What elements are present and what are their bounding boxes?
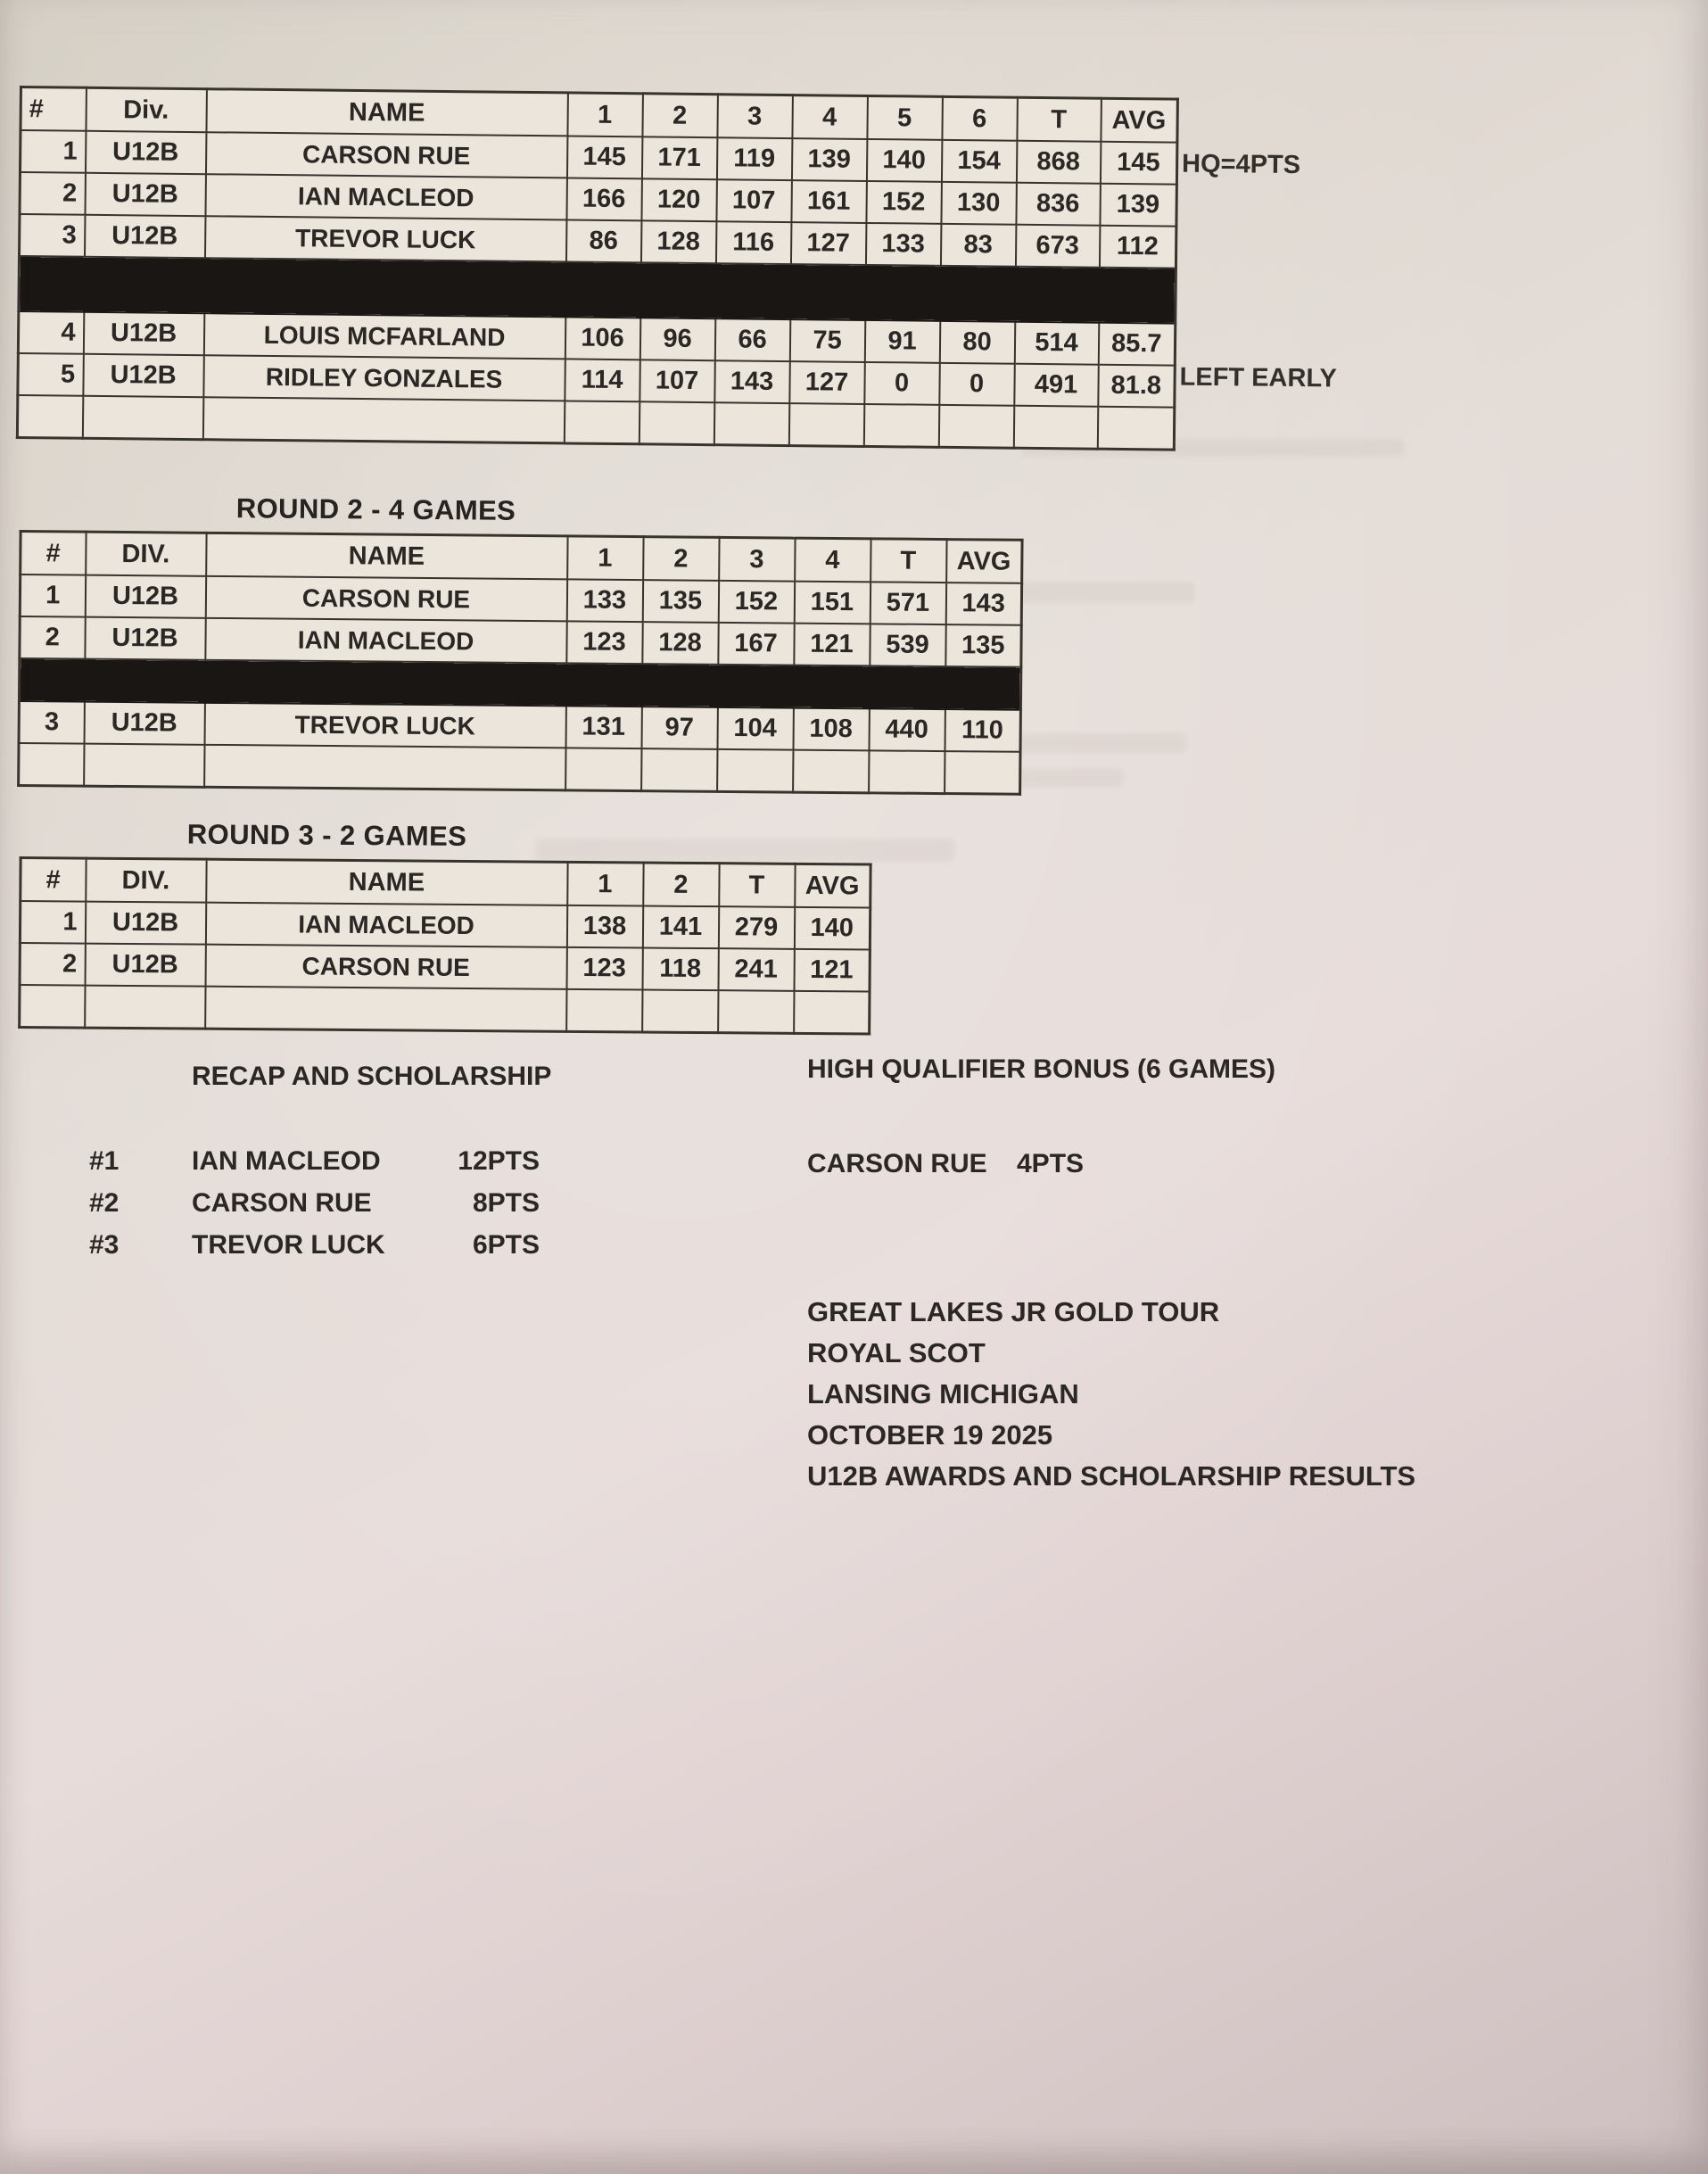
player-name-cell: IAN MACLEOD [205,903,566,947]
qualifying-score-table [16,86,1179,451]
score-cell: 0 [864,362,939,405]
score-cell [85,986,205,1029]
column-header: 5 [867,95,943,139]
player-name-cell: LOUIS MCFARLAND [203,313,565,359]
score-cell [793,750,869,793]
column-header: DIV. [86,532,206,576]
column-header: T [871,539,946,583]
column-header: AVG [946,540,1022,583]
score-cell [869,750,945,793]
round3-score-table [18,856,871,1036]
round3-table-block [18,817,872,1036]
recap-entry [89,1224,551,1266]
score-cell: 83 [940,224,1015,267]
score-cell: 108 [793,708,869,751]
high-qualifier-player-name: CARSON RUE [807,1149,987,1178]
player-name-cell: CARSON RUE [205,945,566,989]
score-cell [641,748,717,791]
score-cell: 133 [566,579,642,622]
score-cell: 5 [18,353,83,396]
player-name-cell: IAN MACLEOD [205,174,566,219]
score-cell [717,749,793,792]
score-cell [642,989,718,1032]
score-cell [714,402,788,445]
score-cell: 131 [565,706,641,748]
score-cell: 514 [1014,322,1098,365]
recap-player-name: CARSON RUE [192,1188,372,1218]
score-cell [788,403,863,446]
score-cell: 2 [20,943,85,986]
recap-player-name: IAN MACLEOD [192,1146,381,1176]
event-venue: ROYAL SCOT [807,1337,986,1368]
score-cell: 3 [19,214,84,257]
score-cell [718,990,794,1033]
score-cell: 145 [1100,142,1176,185]
score-cell: U12B [85,944,205,987]
column-header: # [21,87,87,131]
high-qualifier-entry [807,1149,1275,1179]
score-cell: 673 [1015,225,1099,268]
score-cell: 491 [1014,364,1098,407]
score-cell: 140 [794,907,870,950]
score-cell: 121 [794,949,870,992]
score-cell: 81.8 [1098,365,1175,408]
score-cell: 151 [794,582,870,624]
score-cell: 120 [641,178,716,221]
player-name-cell: CARSON RUE [205,132,566,178]
column-header: 2 [643,537,719,581]
score-cell: 4 [18,311,83,354]
player-name-cell: TREVOR LUCK [204,216,565,261]
high-qualifier-note: HQ=4PTS [1181,149,1301,180]
table-row [20,985,870,1034]
score-cell: 171 [641,136,716,179]
score-cell: 96 [639,318,714,360]
score-cell: 133 [865,223,940,266]
column-header: 4 [792,95,868,139]
score-cell: 1 [20,130,85,173]
score-cell: 127 [789,361,864,404]
score-cell: U12B [84,215,204,258]
event-info-section [807,1292,1415,1497]
score-cell: U12B [83,312,203,355]
score-cell: 161 [791,180,866,223]
column-header: 1 [567,93,643,136]
score-cell: 167 [718,623,794,665]
score-cell: 135 [642,580,718,623]
header-row [21,858,871,908]
left-early-note: LEFT EARLY [1179,362,1337,393]
score-cell: 97 [641,707,717,749]
score-cell: 91 [864,320,939,363]
recap-title: RECAP AND SCHOLARSHIP [192,1062,552,1091]
score-cell: 139 [1100,184,1176,227]
score-cell: 80 [939,321,1014,364]
round2-score-table [17,530,1023,796]
round2-title: ROUND 2 - 4 GAMES [235,492,516,526]
column-header: DIV. [86,858,206,903]
column-header: 3 [717,95,793,138]
score-cell [20,985,85,1028]
score-cell: 107 [716,179,791,222]
recap-rank: #2 [89,1188,120,1218]
player-name-cell: IAN MACLEOD [205,618,566,664]
score-cell: 1 [20,574,85,617]
score-cell: 3 [19,701,84,744]
score-cell: 141 [642,905,718,948]
score-cell [566,989,642,1032]
round3-title: ROUND 3 - 2 GAMES [186,818,467,852]
score-cell: 135 [945,624,1021,667]
recap-entry [89,1182,551,1224]
score-cell: 128 [642,622,718,665]
score-cell: 123 [566,947,642,990]
score-cell: 107 [639,360,714,402]
recap-rank: #1 [89,1146,120,1176]
score-cell: 571 [870,582,945,624]
event-location: LANSING MICHIGAN [807,1378,1079,1409]
column-header: 2 [643,863,719,906]
column-header: T [1017,97,1102,141]
score-cell: 130 [941,182,1016,225]
table-row [20,943,870,991]
score-cell [1097,407,1174,450]
qualifying-table-block [16,86,1337,451]
score-cell: 152 [866,181,941,224]
score-cell: U12B [83,354,203,397]
score-cell [1013,406,1097,449]
score-cell [565,748,641,790]
event-date: OCTOBER 19 2025 [807,1419,1053,1451]
player-name-cell [202,397,564,443]
score-cell: 539 [870,624,945,666]
recap-rank: #3 [89,1230,120,1260]
score-cell: 241 [718,948,794,991]
score-cell [82,396,202,440]
score-cell [863,404,938,447]
recap-player-name: TREVOR LUCK [192,1230,385,1260]
score-cell: 110 [945,709,1020,752]
table-row [19,743,1020,794]
player-name-cell: RIDLEY GONZALES [203,355,565,401]
high-qualifier-title: HIGH QUALIFIER BONUS (6 GAMES) [807,1054,1276,1084]
score-cell [639,401,714,444]
high-qualifier-section [807,1054,1275,1179]
score-cell: 836 [1016,183,1100,226]
score-cell [945,751,1020,794]
score-cell [938,405,1013,448]
score-cell [564,401,639,443]
score-cell: U12B [85,902,205,945]
score-cell: U12B [85,617,205,660]
event-tour-name: GREAT LAKES JR GOLD TOUR [807,1296,1220,1327]
player-name-cell [204,745,565,790]
recap-points: 8PTS [472,1188,540,1218]
column-header: 6 [942,96,1018,140]
column-header: NAME [206,533,567,579]
column-header: NAME [206,89,567,136]
score-cell [794,991,870,1034]
score-cell: 440 [869,708,945,751]
score-cell: 138 [566,905,642,948]
score-cell: 114 [565,359,639,401]
column-header: 2 [642,94,718,137]
column-header: 3 [719,537,795,581]
column-header: # [21,532,86,575]
score-cell: 139 [791,138,866,181]
column-header: 1 [567,536,643,580]
column-header: # [21,858,86,902]
score-cell: 112 [1099,226,1176,269]
score-cell [19,743,84,786]
score-cell: 2 [20,616,85,659]
recap-points: 6PTS [472,1230,540,1260]
score-cell: U12B [85,131,205,174]
recap-entries [89,1140,551,1266]
score-cell: 123 [566,621,642,664]
score-cell: 121 [794,624,870,666]
score-cell: U12B [84,702,204,745]
high-qualifier-points: 4PTS [1017,1149,1085,1178]
player-name-cell [205,987,566,1032]
score-cell [17,395,82,438]
score-cell: 106 [565,317,639,360]
score-cell: 143 [945,583,1021,625]
recap-points: 12PTS [458,1146,540,1176]
recap-section [89,1062,551,1266]
score-cell: 154 [941,140,1016,183]
round2-table-block [17,491,1024,796]
score-cell: 128 [640,220,715,263]
column-header: 1 [567,862,643,905]
event-results-label: U12B AWARDS AND SCHOLARSHIP RESULTS [807,1460,1416,1492]
score-cell: U12B [85,173,205,216]
score-cell: 279 [718,906,794,949]
player-name-cell: TREVOR LUCK [204,703,565,748]
score-cell: 166 [566,178,641,220]
column-header: T [719,864,795,907]
score-cell: 140 [866,139,941,182]
score-cell: 119 [716,137,791,180]
score-cell: 85.7 [1098,323,1175,366]
score-cell: 118 [642,947,718,990]
column-header: AVG [1101,98,1178,142]
player-name-cell: CARSON RUE [205,576,566,622]
table-row [20,901,870,949]
score-cell: 86 [565,219,640,262]
score-cell [84,744,204,788]
recap-entry [89,1140,551,1182]
column-header: 4 [795,538,871,582]
score-cell: 143 [714,360,789,403]
score-cell: 145 [566,136,641,178]
column-header: NAME [206,859,567,905]
score-cell: 116 [715,221,790,264]
score-cell: 75 [789,319,864,362]
score-cell: 2 [20,172,85,215]
column-header: Div. [86,87,207,132]
score-cell: 104 [717,707,793,750]
score-cell: 1 [20,901,85,944]
score-cell: 66 [714,318,789,361]
score-cell: U12B [85,575,205,618]
score-cell: 0 [939,363,1014,406]
column-header: AVG [795,864,871,907]
score-cell: 152 [718,581,794,624]
score-cell: 127 [790,222,865,265]
score-cell: 868 [1016,141,1100,184]
